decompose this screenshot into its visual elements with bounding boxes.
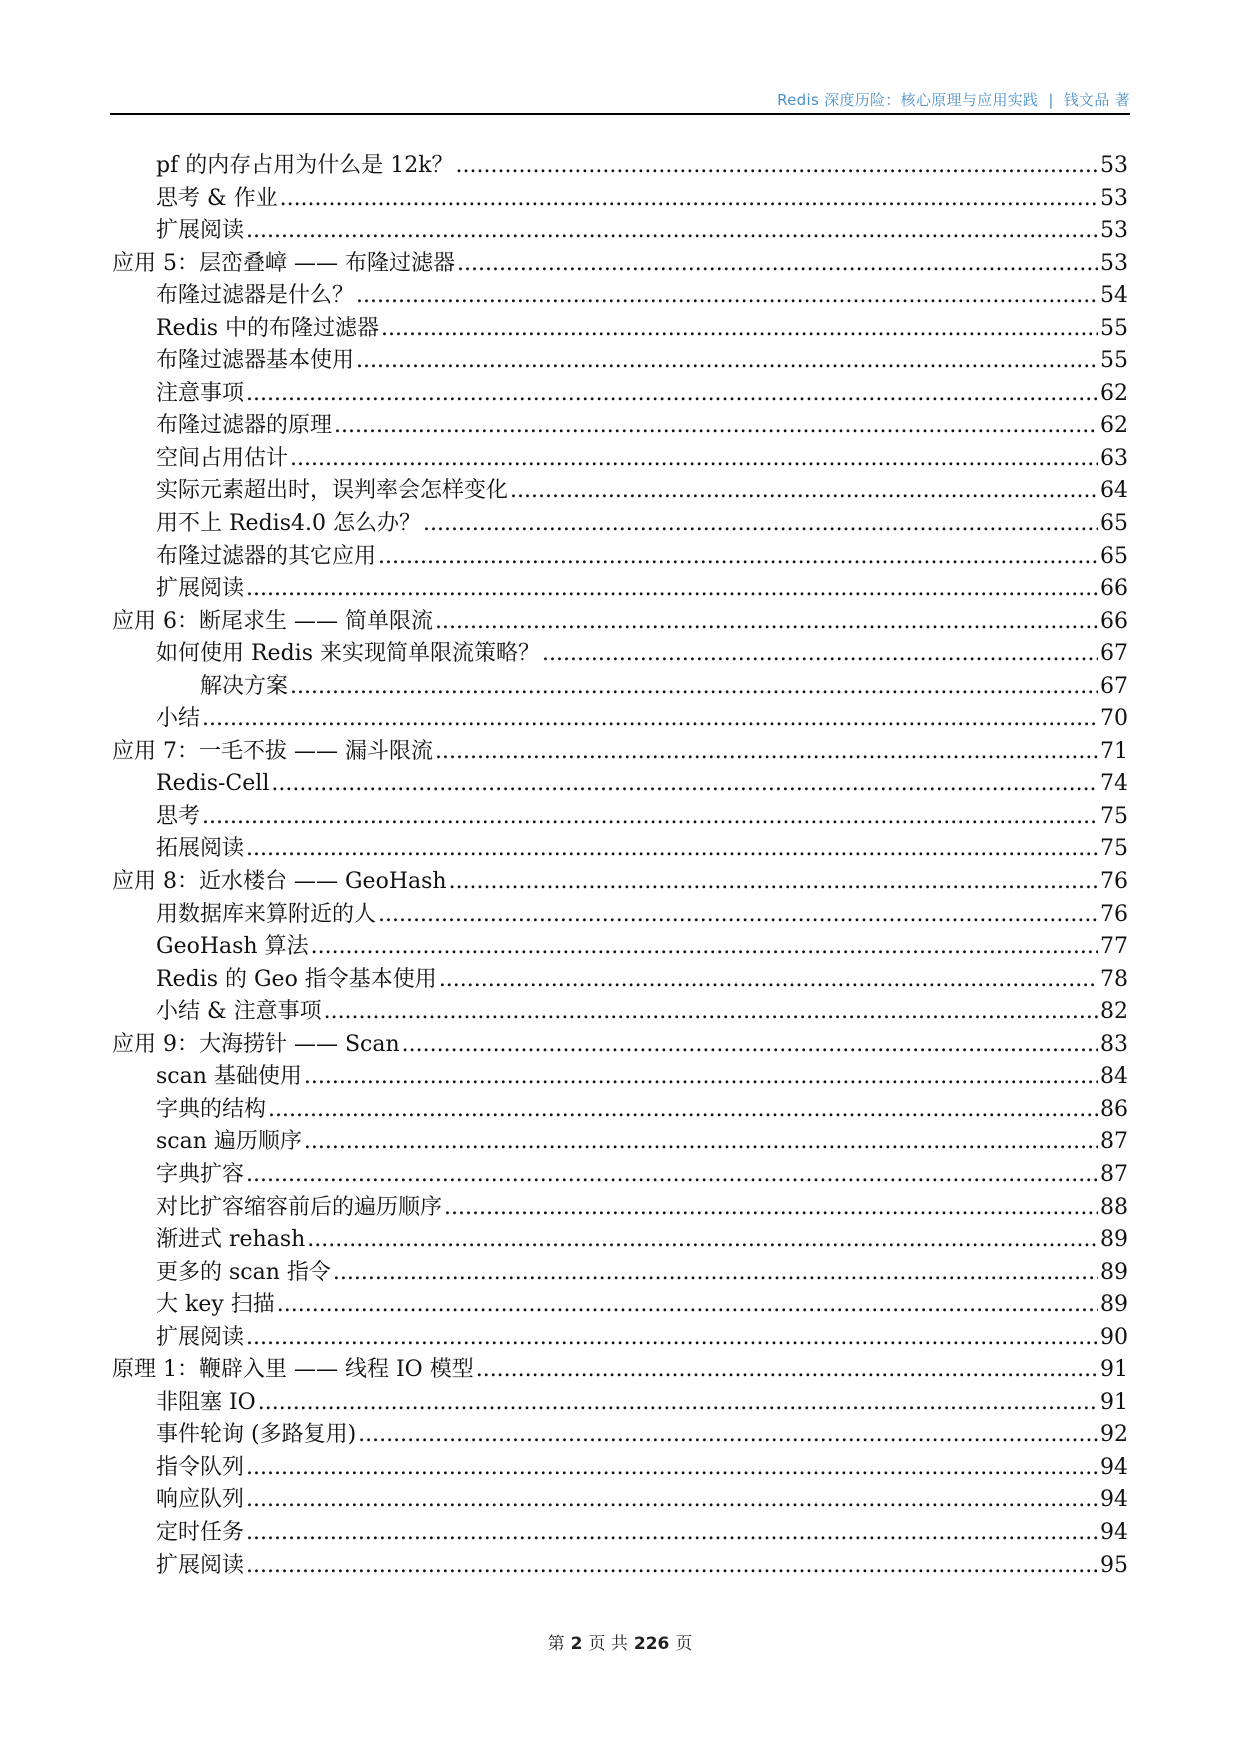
toc-entry[interactable]: [112, 475, 1128, 508]
toc-entry-page-number: 84: [1100, 1064, 1128, 1090]
toc-entry-title: 布隆过滤器是什么？: [156, 283, 355, 309]
header-rule: [110, 113, 1130, 115]
toc-entry-page-number: 90: [1100, 1324, 1128, 1350]
toc-entry-page-number: 67: [1100, 673, 1128, 699]
toc-dot-leader: [435, 606, 1098, 639]
toc-dot-leader: [358, 1419, 1098, 1452]
toc-entry[interactable]: [112, 671, 1128, 704]
toc-entry[interactable]: [112, 410, 1128, 443]
toc-entry[interactable]: [112, 443, 1128, 476]
toc-entry-page-number: 67: [1100, 641, 1128, 667]
toc-entry-page-number: 82: [1100, 999, 1128, 1025]
toc-dot-leader: [381, 313, 1098, 346]
toc-entry-page-number: 64: [1100, 478, 1128, 504]
toc-entry-page-number: 94: [1100, 1454, 1128, 1480]
footer-prefix: 第: [547, 1634, 565, 1654]
toc-entry-page-number: 75: [1100, 803, 1128, 829]
toc-entry-title: 思考: [156, 803, 201, 829]
toc-entry-page-number: 88: [1100, 1194, 1128, 1220]
toc-entry[interactable]: [112, 1224, 1128, 1257]
toc-entry[interactable]: [112, 280, 1128, 313]
toc-dot-leader: [246, 833, 1098, 866]
toc-entry-page-number: 76: [1100, 869, 1128, 895]
toc-dot-leader: [439, 964, 1098, 997]
toc-entry-title: 扩展阅读: [156, 1324, 245, 1350]
toc-entry-title: Redis 中的布隆过滤器: [156, 315, 379, 341]
toc-entry[interactable]: [112, 1061, 1128, 1094]
toc-dot-leader: [307, 1224, 1098, 1257]
toc-entry-page-number: 74: [1100, 771, 1128, 797]
toc-entry-title: 更多的 scan 指令: [156, 1259, 331, 1285]
toc-entry-title: 响应队列: [156, 1487, 245, 1513]
toc-entry-title: 小结 & 注意事项: [156, 999, 322, 1025]
toc-entry-page-number: 94: [1100, 1487, 1128, 1513]
toc-entry-page-number: 63: [1100, 445, 1128, 471]
toc-entry-page-number: 87: [1100, 1129, 1128, 1155]
toc-dot-leader: [304, 1061, 1098, 1094]
toc-entry-page-number: 89: [1100, 1227, 1128, 1253]
toc-dot-leader: [449, 866, 1098, 899]
toc-dot-leader: [333, 1257, 1098, 1290]
toc-entry-page-number: 92: [1100, 1422, 1128, 1448]
toc-entry-title: 字典扩容: [156, 1161, 245, 1187]
toc-dot-leader: [290, 443, 1098, 476]
header-book-title: Redis 深度历险：核心原理与应用实践: [777, 91, 1039, 109]
toc-entry-title: 用不上 Redis4.0 怎么办？: [156, 511, 421, 537]
toc-entry-title: 空间占用估计: [156, 445, 289, 471]
toc-entry[interactable]: [112, 313, 1128, 346]
toc-dot-leader: [202, 703, 1098, 736]
footer-total-pages: 226: [633, 1634, 670, 1654]
toc-entry[interactable]: [112, 1126, 1128, 1159]
toc-entry-page-number: 55: [1100, 315, 1128, 341]
toc-dot-leader: [402, 1029, 1098, 1062]
toc-entry-title: 思考 & 作业: [156, 185, 278, 211]
page-footer: [0, 1629, 1240, 1654]
toc-dot-leader: [304, 1126, 1098, 1159]
toc-entry-title: 布隆过滤器的原理: [156, 413, 333, 439]
toc-entry[interactable]: [112, 378, 1128, 411]
toc-entry-title: 原理 1：鞭辟入里 —— 线程 IO 模型: [112, 1357, 474, 1383]
toc-entry-title: 应用 7：一毛不拔 —— 漏斗限流: [112, 738, 433, 764]
toc-entry-title: 实际元素超出时，误判率会怎样变化: [156, 478, 509, 504]
toc-entry-page-number: 77: [1100, 934, 1128, 960]
toc-entry-title: scan 基础使用: [156, 1064, 302, 1090]
toc-entry-page-number: 66: [1100, 608, 1128, 634]
toc-entry-page-number: 95: [1100, 1552, 1128, 1578]
toc-entry-title: 小结: [156, 706, 201, 732]
toc-dot-leader: [246, 1322, 1098, 1355]
toc-entry[interactable]: [112, 541, 1128, 574]
toc-dot-leader: [510, 475, 1098, 508]
toc-dot-leader: [356, 345, 1098, 378]
toc-entry[interactable]: [112, 801, 1128, 834]
toc-dot-leader: [246, 1452, 1098, 1485]
toc-entry-title: 应用 8：近水楼台 —— GeoHash: [112, 869, 447, 895]
toc-dot-leader: [542, 638, 1098, 671]
toc-entry-title: 扩展阅读: [156, 576, 245, 602]
toc-entry[interactable]: [112, 150, 1128, 183]
toc-entry-title: 解决方案: [200, 673, 289, 699]
toc-entry-title: Redis 的 Geo 指令基本使用: [156, 966, 437, 992]
toc-entry[interactable]: [112, 248, 1128, 281]
toc-entry-title: 对比扩容缩容前后的遍历顺序: [156, 1194, 443, 1220]
toc-entry-title: 定时任务: [156, 1519, 245, 1545]
toc-entry-page-number: 78: [1100, 966, 1128, 992]
toc-dot-leader: [456, 150, 1098, 183]
toc-entry[interactable]: [112, 703, 1128, 736]
toc-entry-title: Redis-Cell: [156, 771, 270, 797]
toc-entry-page-number: 86: [1100, 1096, 1128, 1122]
toc-entry-title: 事件轮询 (多路复用): [156, 1422, 357, 1448]
toc-entry[interactable]: [112, 1289, 1128, 1322]
toc-entry-title: 注意事项: [156, 380, 245, 406]
footer-suffix: 页: [675, 1634, 693, 1654]
toc-entry[interactable]: [112, 1257, 1128, 1290]
toc-entry-title: 应用 9：大海捞针 —— Scan: [112, 1031, 400, 1057]
toc-entry-page-number: 62: [1100, 413, 1128, 439]
toc-entry-title: 指令队列: [156, 1454, 245, 1480]
toc-dot-leader: [311, 931, 1098, 964]
toc-entry-page-number: 83: [1100, 1031, 1128, 1057]
toc-entry-title: 应用 6：断尾求生 —— 简单限流: [112, 608, 433, 634]
toc-entry-page-number: 55: [1100, 348, 1128, 374]
toc-dot-leader: [378, 541, 1098, 574]
toc-entry-title: 大 key 扫描: [156, 1292, 275, 1318]
toc-dot-leader: [258, 1387, 1098, 1420]
toc-entry-page-number: 66: [1100, 576, 1128, 602]
toc-entry[interactable]: [112, 1419, 1128, 1452]
toc-entry[interactable]: [112, 606, 1128, 639]
toc-dot-leader: [246, 1159, 1098, 1192]
toc-entry[interactable]: [112, 1192, 1128, 1225]
footer-middle: 页 共: [588, 1634, 628, 1654]
toc-entry[interactable]: [112, 508, 1128, 541]
toc-entry-title: 布隆过滤器基本使用: [156, 348, 355, 374]
toc-dot-leader: [356, 280, 1098, 313]
toc-entry-title: 如何使用 Redis 来实现简单限流策略？: [156, 641, 540, 667]
toc-dot-leader: [378, 899, 1098, 932]
toc-entry-page-number: 65: [1100, 543, 1128, 569]
toc-dot-leader: [435, 736, 1098, 769]
toc-dot-leader: [290, 671, 1098, 704]
table-of-contents: [112, 150, 1128, 1582]
toc-dot-leader: [476, 1354, 1098, 1387]
toc-entry-page-number: 70: [1100, 706, 1128, 732]
toc-entry-title: 扩展阅读: [156, 218, 245, 244]
toc-entry[interactable]: [112, 1094, 1128, 1127]
toc-entry-page-number: 91: [1100, 1357, 1128, 1383]
toc-entry-page-number: 62: [1100, 380, 1128, 406]
toc-entry[interactable]: [112, 1452, 1128, 1485]
toc-entry[interactable]: [112, 573, 1128, 606]
toc-dot-leader: [277, 1289, 1098, 1322]
toc-entry-page-number: 53: [1100, 153, 1128, 178]
toc-entry[interactable]: [112, 1354, 1128, 1387]
toc-dot-leader: [202, 801, 1098, 834]
toc-entry-title: 扩展阅读: [156, 1552, 245, 1578]
toc-entry-title: pf 的内存占用为什么是 12k？: [156, 153, 454, 178]
toc-entry[interactable]: [112, 638, 1128, 671]
toc-entry[interactable]: [112, 1387, 1128, 1420]
toc-entry[interactable]: [112, 866, 1128, 899]
toc-entry-page-number: 65: [1100, 511, 1128, 537]
toc-entry-page-number: 75: [1100, 836, 1128, 862]
toc-entry-page-number: 53: [1100, 185, 1128, 211]
toc-entry-page-number: 89: [1100, 1259, 1128, 1285]
toc-dot-leader: [268, 1094, 1098, 1127]
toc-entry[interactable]: [112, 736, 1128, 769]
toc-entry-page-number: 89: [1100, 1292, 1128, 1318]
toc-entry-page-number: 91: [1100, 1389, 1128, 1415]
toc-dot-leader: [246, 573, 1098, 606]
toc-dot-leader: [334, 410, 1098, 443]
toc-entry-page-number: 87: [1100, 1161, 1128, 1187]
toc-entry[interactable]: [112, 1517, 1128, 1550]
toc-entry[interactable]: [112, 1484, 1128, 1517]
toc-entry[interactable]: [112, 931, 1128, 964]
toc-entry-title: 布隆过滤器的其它应用: [156, 543, 377, 569]
toc-entry-title: 拓展阅读: [156, 836, 245, 862]
toc-entry-title: 非阻塞 IO: [156, 1389, 256, 1415]
toc-entry-title: 应用 5：层峦叠嶂 —— 布隆过滤器: [112, 250, 455, 276]
toc-dot-leader: [246, 378, 1098, 411]
toc-entry[interactable]: [112, 833, 1128, 866]
toc-entry-page-number: 71: [1100, 738, 1128, 764]
toc-entry[interactable]: [112, 183, 1128, 216]
footer-current-page: 2: [570, 1634, 583, 1654]
toc-entry[interactable]: [112, 964, 1128, 997]
toc-dot-leader: [280, 183, 1098, 216]
toc-entry-title: 渐进式 rehash: [156, 1227, 306, 1253]
toc-entry-title: GeoHash 算法: [156, 934, 309, 960]
toc-entry-page-number: 94: [1100, 1519, 1128, 1545]
toc-entry-title: 字典的结构: [156, 1096, 267, 1122]
toc-entry-title: scan 遍历顺序: [156, 1129, 302, 1155]
toc-entry[interactable]: [112, 1322, 1128, 1355]
toc-entry-page-number: 53: [1100, 218, 1128, 244]
toc-entry[interactable]: [112, 1550, 1128, 1583]
toc-entry-page-number: 76: [1100, 901, 1128, 927]
toc-dot-leader: [246, 215, 1098, 248]
toc-dot-leader: [271, 768, 1098, 801]
toc-entry[interactable]: [112, 768, 1128, 801]
toc-entry[interactable]: [112, 1029, 1128, 1062]
toc-dot-leader: [444, 1192, 1098, 1225]
running-header: [777, 89, 1130, 110]
toc-entry-page-number: 53: [1100, 250, 1128, 276]
toc-entry[interactable]: [112, 1159, 1128, 1192]
header-author: 钱文品 著: [1063, 91, 1130, 109]
toc-entry[interactable]: [112, 345, 1128, 378]
toc-dot-leader: [246, 1550, 1098, 1583]
header-separator: |: [1048, 91, 1054, 109]
toc-dot-leader: [324, 996, 1098, 1029]
toc-dot-leader: [246, 1517, 1098, 1550]
toc-entry[interactable]: [112, 899, 1128, 932]
toc-entry-title: 用数据库来算附近的人: [156, 901, 377, 927]
toc-dot-leader: [246, 1484, 1098, 1517]
toc-entry[interactable]: [112, 215, 1128, 248]
toc-entry-page-number: 54: [1100, 283, 1128, 309]
toc-entry[interactable]: [112, 996, 1128, 1029]
toc-dot-leader: [423, 508, 1098, 541]
toc-dot-leader: [457, 248, 1098, 281]
